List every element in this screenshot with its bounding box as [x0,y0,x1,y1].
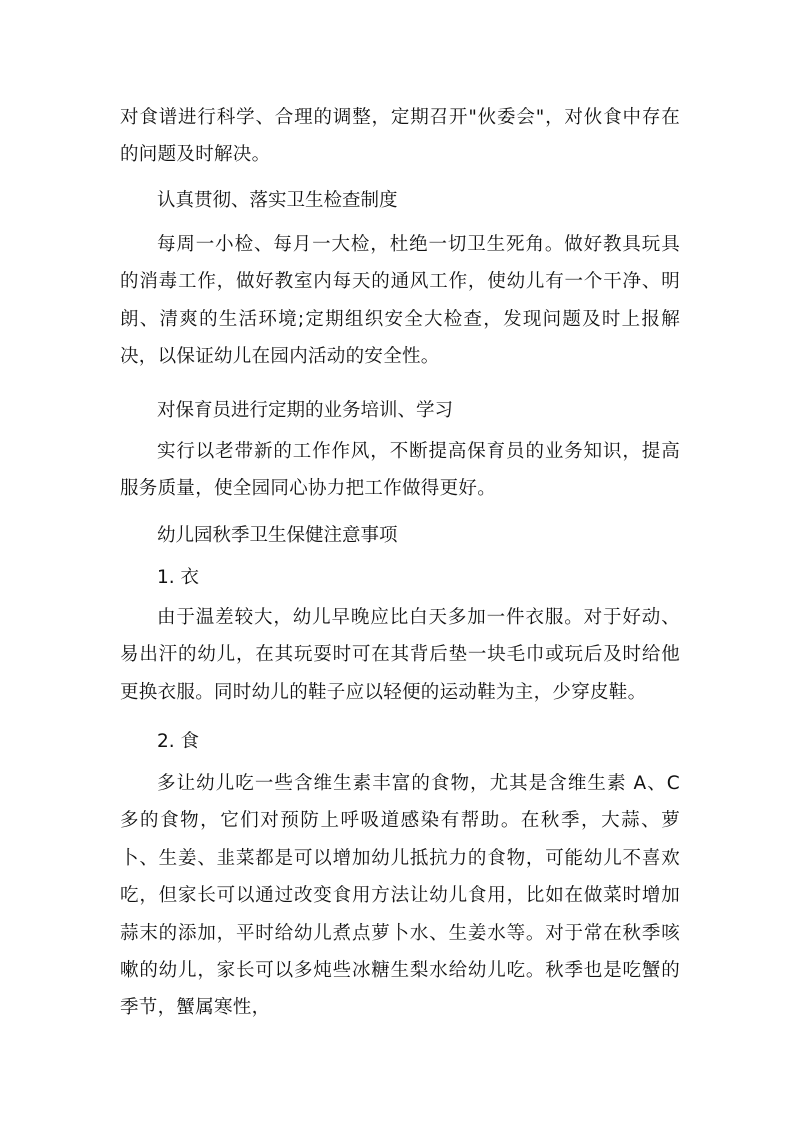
training-heading: 对保育员进行定期的业务培训、学习 [157,400,454,421]
training-paragraph: 实行以老带新的工作作风，不断提高保育员的业务知识，提高服务质量，使全园同心协力把工作做得更好。 [120,441,680,500]
clothing-paragraph: 由于温差较大，幼儿早晚应比白天多加一件衣服。对于好动、易出汗的幼儿，在其玩耍时可在其背后垫一块毛巾或玩后及时给他更换衣服。同时幼儿的鞋子应以轻便的运动鞋为主，少穿皮鞋。 [120,607,680,703]
food-paragraph: 多让幼儿吃一些含维生素丰富的食物，尤其是含维生素 A、C 多的食物，它们对预防上呼吸道感染有帮助。在秋季，大蒜、萝卜、生姜、韭菜都是可以增加幼儿抵抗力的食物，可能幼儿不喜欢吃，但家长可以通过改变食用方法让幼儿食用，比如在做菜时增加蒜末的添加，平时给幼儿煮点萝卜水、生姜水等。对于常在秋季咳嗽的幼儿，家长可以多炖些冰糖生梨水给幼儿吃。秋季也是吃蟹的季节，蟹属寒性， [120,773,680,1019]
hygiene-paragraph: 每周一小检、每月一大检，杜绝一切卫生死角。做好教具玩具的消毒工作，做好教室内每天的通风工作，使幼儿有一个干净、明朗、清爽的生活环境;定期组织安全大检查，发现问题及时上报解决，以保证幼儿在园内活动的安全性。 [120,234,680,368]
intro-paragraph: 对食谱进行科学、合理的调整，定期召开"伙委会"，对伙食中存在的问题及时解决。 [120,107,680,166]
clothing-heading: 1. 衣 [157,567,200,588]
hygiene-heading: 认真贯彻、落实卫生检查制度 [157,190,398,211]
autumn-heading: 幼儿园秋季卫生保健注意事项 [157,525,398,546]
food-heading: 2. 食 [157,731,200,752]
